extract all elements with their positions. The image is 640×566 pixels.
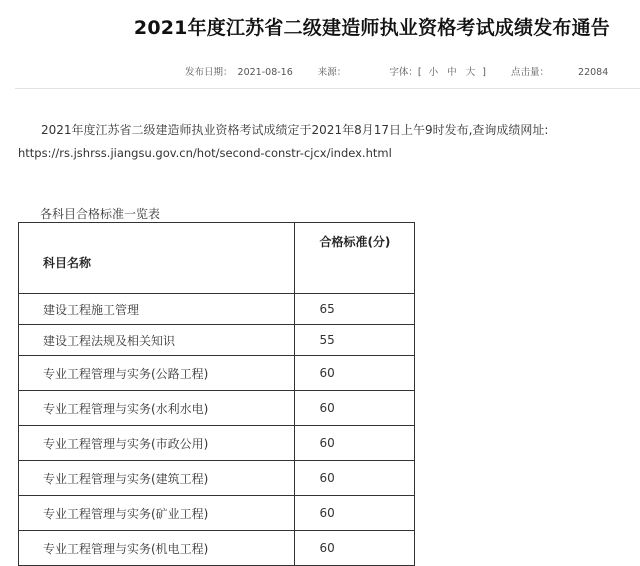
score-cell: 60 — [295, 531, 415, 566]
table-row — [19, 356, 415, 391]
font-size-close: ] — [482, 67, 486, 78]
subject-cell: 专业工程管理与实务(机电工程) — [19, 531, 295, 566]
announcement-paragraph: 2021年度江苏省二级建造师执业资格考试成绩定于2021年8月17日上午9时发布,查询成绩网址: — [41, 123, 549, 137]
publish-date: 2021-08-16 — [237, 67, 293, 78]
score-cell: 60 — [295, 426, 415, 461]
table-header-row — [19, 223, 415, 294]
table-row — [19, 496, 415, 531]
clicks-label: 点击量： — [510, 67, 549, 78]
article-meta — [185, 64, 608, 78]
page-title: 2021年度江苏省二级建造师执业资格考试成绩发布通告 — [133, 17, 610, 39]
font-size-label: 字体：[ — [389, 67, 422, 78]
table-row — [19, 391, 415, 426]
font-large-link[interactable]: 大 — [465, 67, 476, 78]
score-cell: 55 — [295, 325, 415, 356]
header-divider — [15, 88, 640, 89]
subject-cell: 专业工程管理与实务(建筑工程) — [19, 461, 295, 496]
score-cell: 60 — [295, 496, 415, 531]
font-small-link[interactable]: 小 — [428, 67, 439, 78]
header-passing-score: 合格标准(分) — [295, 223, 415, 294]
score-cell: 65 — [295, 294, 415, 325]
subject-cell: 专业工程管理与实务(市政公用) — [19, 426, 295, 461]
source-label: 来源： — [317, 67, 347, 78]
score-cell: 60 — [295, 461, 415, 496]
table-row — [19, 325, 415, 356]
subject-cell: 专业工程管理与实务(公路工程) — [19, 356, 295, 391]
date-label: 发布日期： — [185, 67, 233, 78]
table-row — [19, 531, 415, 566]
table-row — [19, 461, 415, 496]
subject-cell: 专业工程管理与实务(水利水电) — [19, 391, 295, 426]
table-caption: 各科目合格标准一览表 — [40, 207, 161, 221]
table-row — [19, 426, 415, 461]
font-medium-link[interactable]: 中 — [447, 67, 457, 78]
table-row — [19, 294, 415, 325]
subject-cell: 建设工程法规及相关知识 — [19, 325, 295, 356]
click-count: 22084 — [578, 67, 609, 78]
subject-cell: 专业工程管理与实务(矿业工程) — [19, 496, 295, 531]
results-query-url[interactable]: https://rs.jshrss.jiangsu.gov.cn/hot/second-constr-cjcx/index.html — [18, 146, 392, 160]
passing-standards-table — [18, 222, 415, 566]
score-cell: 60 — [295, 391, 415, 426]
header-subject: 科目名称 — [19, 223, 295, 294]
score-cell: 60 — [295, 356, 415, 391]
subject-cell: 建设工程施工管理 — [19, 294, 295, 325]
